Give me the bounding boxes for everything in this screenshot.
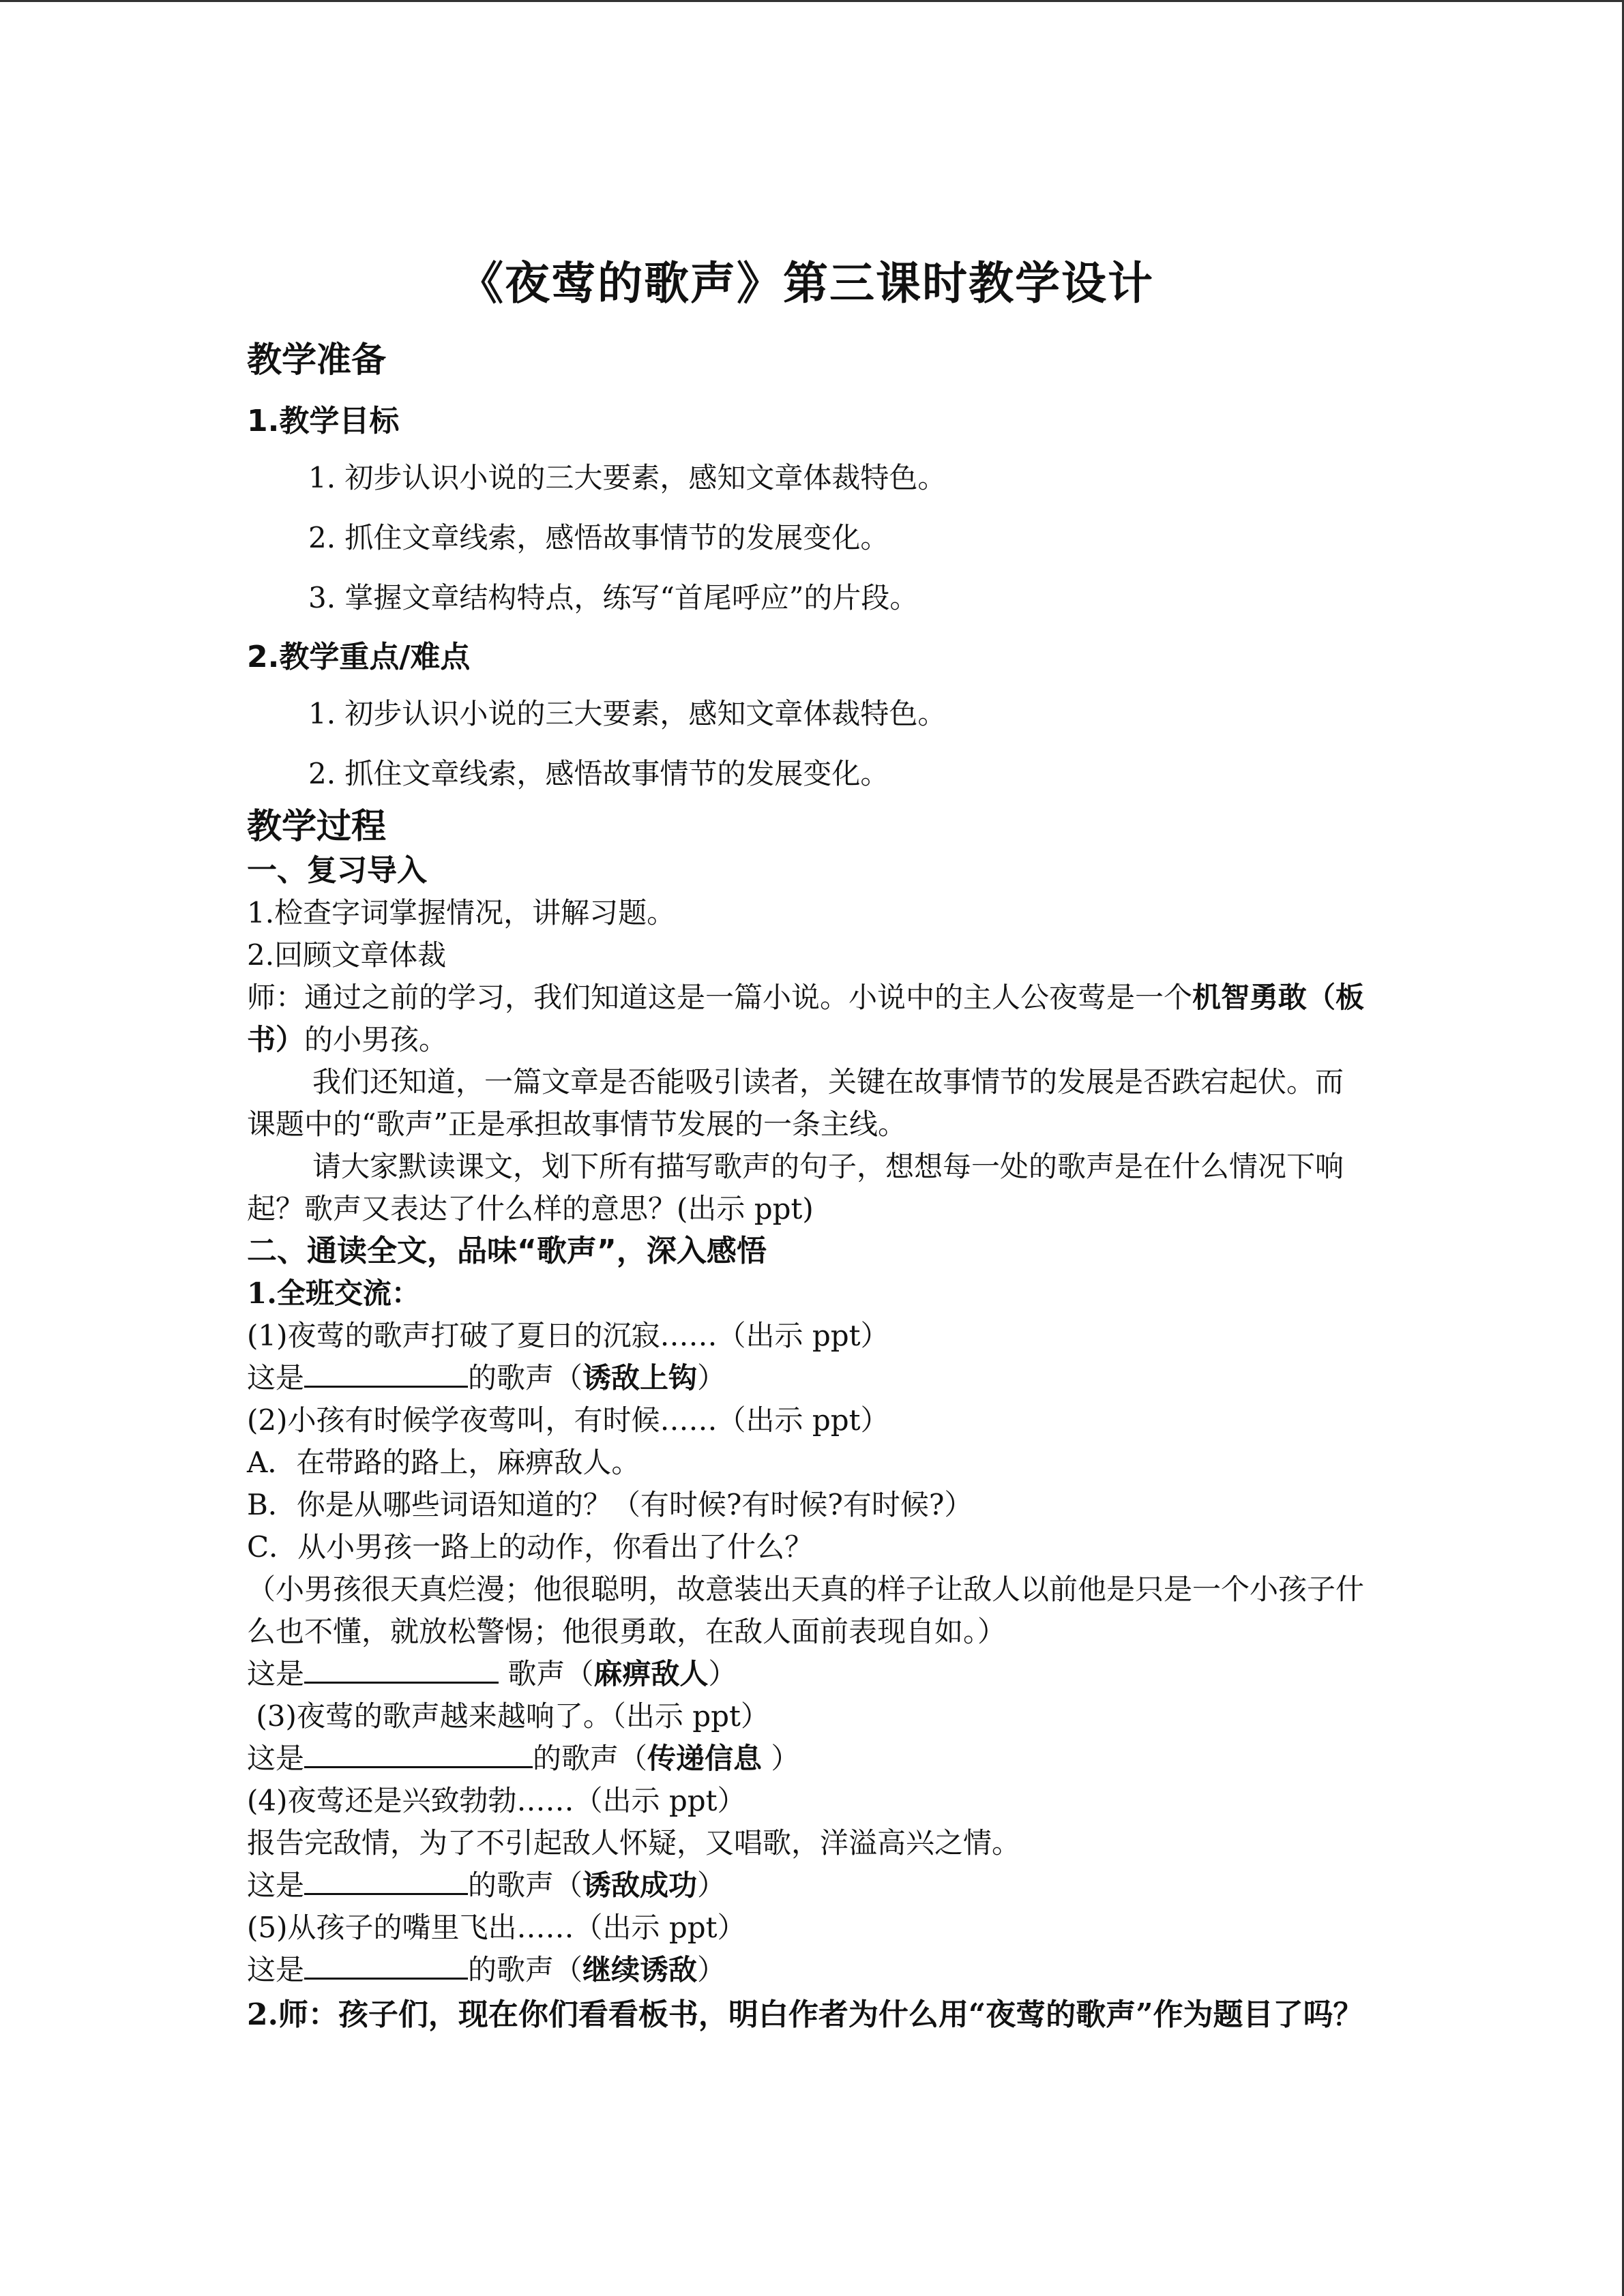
final-question: 2.师：孩子们，现在你们看看板书，明白作者为什么用“夜莺的歌声”作为题目了吗？ <box>247 1997 1363 2032</box>
answer-suffix: 歌声（ <box>499 1657 594 1690</box>
goal-item: 1. 初步认识小说的三大要素，感知文章体裁特色。 <box>308 461 947 494</box>
review-line: 2.回顾文章体裁 <box>247 938 447 972</box>
process-heading: 教学过程 <box>247 807 387 847</box>
section-read-heading: 二、通读全文，品味“歌声”，深入感悟 <box>247 1234 767 1268</box>
answer-keyword: 传递信息 <box>647 1742 763 1775</box>
answer-prefix: 这是 <box>247 1361 305 1395</box>
answer-prefix: 这是 <box>247 1868 305 1902</box>
document-title: 《夜莺的歌声》第三课时教学设计 <box>458 256 1154 310</box>
answer-close: ） <box>762 1742 800 1775</box>
answer-keyword: 麻痹敌人 <box>593 1657 709 1690</box>
question-2-explanation: （小男孩很天真烂漫；他很聪明，故意装出天真的样子让敌人以前他是只是一个小孩子什么也不懂，就放松警惕；他很勇敢，在敌人面前表现自如。） <box>247 1572 1365 1648</box>
answer-suffix: 的歌声（ <box>468 1953 583 1986</box>
answer-suffix: 的歌声（ <box>468 1361 583 1395</box>
key-point-item: 2. 抓住文章线索，感悟故事情节的发展变化。 <box>308 757 889 790</box>
question-5: (5)从孩子的嘴里飞出……（出示 ppt） <box>247 1911 746 1944</box>
answer-close: ） <box>708 1657 737 1690</box>
answer-suffix: 的歌声（ <box>533 1742 648 1775</box>
fill-blank <box>304 1739 533 1768</box>
question-2c: C．从小男孩一路上的动作，你看出了什么？ <box>247 1530 814 1564</box>
document-page <box>247 252 1365 2036</box>
answer-2 <box>247 1653 1365 1695</box>
answer-5 <box>247 1949 1365 1991</box>
answer-keyword: 继续诱敌 <box>582 1953 698 1986</box>
key-point-item: 1. 初步认识小说的三大要素，感知文章体裁特色。 <box>308 697 947 730</box>
answer-4 <box>247 1864 1365 1907</box>
question-1: (1)夜莺的歌声打破了夏日的沉寂……（出示 ppt） <box>247 1319 889 1352</box>
teacher-text: 师：通过之前的学习，我们知道这是一篇小说。小说中的主人公夜莺是一个 <box>247 981 1193 1014</box>
question-3: (3)夜莺的歌声越来越响了。（出示 ppt） <box>247 1699 769 1733</box>
task-paragraph: 请大家默读课文，划下所有描写歌声的句子，想想每一处的歌声是在什么情况下响起？歌声又表达了什么样的意思？(出示 ppt) <box>247 1150 1344 1225</box>
fill-blank <box>304 1358 468 1388</box>
question-2a: A．在带路的路上，麻痹敌人。 <box>247 1446 640 1479</box>
teacher-paragraph <box>247 976 1365 1061</box>
answer-keyword: 诱敌成功 <box>582 1868 698 1902</box>
answer-close: ） <box>697 1953 726 1986</box>
answer-3 <box>247 1738 1365 1780</box>
goals-heading: 1.教学目标 <box>247 404 400 438</box>
plot-paragraph: 我们还知道，一篇文章是否能吸引读者，关键在故事情节的发展是否跌宕起伏。而课题中的“歌声”正是承担故事情节发展的一条主线。 <box>247 1065 1344 1141</box>
goal-item: 3. 掌握文章结构特点，练写“首尾呼应”的片段。 <box>308 581 919 614</box>
question-2b: B．你是从哪些词语知道的？（有时候?有时候?有时候?） <box>247 1488 973 1521</box>
prep-heading: 教学准备 <box>247 340 387 381</box>
fill-blank <box>304 1866 468 1895</box>
answer-keyword: 诱敌上钩 <box>582 1361 698 1395</box>
fill-blank <box>304 1950 468 1980</box>
section-review-heading: 一、复习导入 <box>247 853 427 888</box>
question-4-explanation: 报告完敌情，为了不引起敌人怀疑，又唱歌，洋溢高兴之情。 <box>247 1826 1021 1860</box>
answer-suffix: 的歌声（ <box>468 1868 583 1902</box>
key-points-heading: 2.教学重点/难点 <box>247 640 471 674</box>
answer-prefix: 这是 <box>247 1953 305 1986</box>
review-line: 1.检查字词掌握情况，讲解习题。 <box>247 896 676 929</box>
answer-prefix: 这是 <box>247 1742 305 1775</box>
question-4: (4)夜莺还是兴致勃勃……（出示 ppt） <box>247 1784 746 1817</box>
page-top-border <box>0 0 1624 2</box>
class-discussion-heading: 1.全班交流： <box>247 1277 420 1310</box>
answer-prefix: 这是 <box>247 1657 305 1690</box>
fill-blank <box>304 1654 499 1684</box>
board-note: 机智勇敢（板书） <box>247 981 1365 1056</box>
question-2: (2)小孩有时候学夜莺叫，有时候……（出示 ppt） <box>247 1403 889 1437</box>
answer-1 <box>247 1357 1365 1399</box>
teacher-text-end: 的小男孩。 <box>304 1023 448 1056</box>
goal-item: 2. 抓住文章线索，感悟故事情节的发展变化。 <box>308 521 889 554</box>
answer-close: ） <box>697 1361 726 1395</box>
answer-close: ） <box>697 1868 726 1902</box>
